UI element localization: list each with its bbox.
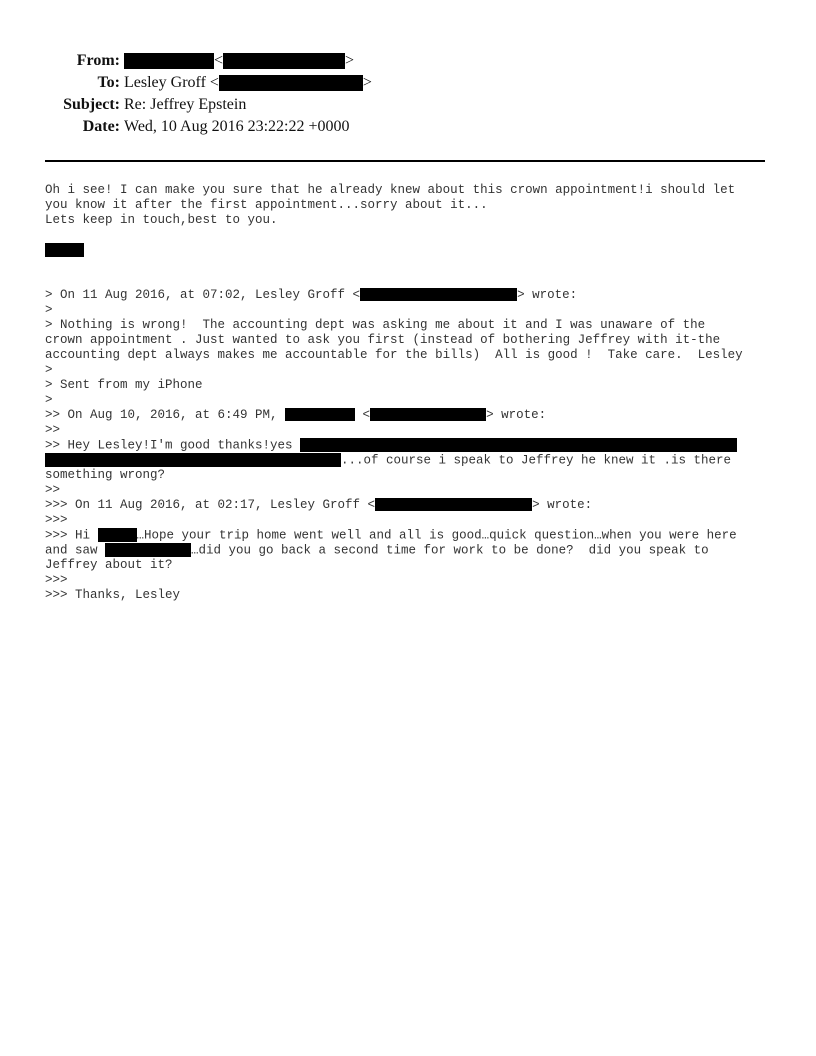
redaction-block — [45, 453, 341, 467]
body-line: you know it after the first appointment...sorry about it... — [45, 198, 488, 212]
from-value — [124, 50, 354, 72]
body-line: Oh i see! I can make you sure that he already knew about this crown appointment!i should let — [45, 183, 736, 197]
email-header — [0, 50, 816, 138]
redaction-block — [219, 75, 363, 91]
redaction-block — [370, 408, 486, 421]
quote-line: >>> — [45, 573, 68, 587]
quote-text: >>> Hi — [45, 528, 98, 543]
date-value: Wed, 10 Aug 2016 23:22:22 +0000 — [124, 118, 350, 135]
quote-intro-prefix: >> On Aug 10, 2016, at 6:49 PM, — [45, 408, 286, 422]
quote-line: >> — [45, 423, 61, 437]
quote-text: >> Hey Lesley!I'm good thanks!yes — [45, 438, 301, 453]
redaction-block — [45, 243, 84, 257]
quote-line: accounting dept always makes me accountable for the bills) All is good ! Take care. Lesley — [45, 348, 743, 362]
spacer — [45, 258, 785, 273]
quote-intro-mid: < — [355, 408, 371, 422]
spacer — [45, 228, 785, 243]
quote-line — [45, 528, 785, 543]
quote-intro-suffix: > wrote: — [517, 288, 578, 302]
subject-value: Re: Jeffrey Epstein — [124, 96, 247, 113]
header-divider — [45, 160, 765, 162]
quote-line — [45, 543, 785, 558]
quote-text: …Hope your trip home went well and all is good…quick question…when you were here — [136, 528, 737, 543]
quote-line: > Sent from my iPhone — [45, 378, 203, 392]
from-label: From: — [76, 52, 120, 69]
quote-line: >> — [45, 483, 61, 497]
subject-label: Subject: — [63, 96, 120, 113]
quote-line: crown appointment . Just wanted to ask you first (instead of bothering Jeffrey with it-the — [45, 333, 721, 347]
email-body — [45, 183, 785, 603]
from-row — [0, 50, 816, 72]
redaction-block — [375, 498, 532, 511]
quote-intro-suffix: > wrote: — [486, 408, 547, 422]
quote-line: Jeffrey about it? — [45, 558, 173, 572]
quote-line: something wrong? — [45, 468, 166, 482]
redaction-block — [98, 528, 137, 542]
body-line: Lets keep in touch,best to you. — [45, 213, 278, 227]
quote-intro-prefix: >>> On 11 Aug 2016, at 02:17, Lesley Groff < — [45, 498, 376, 512]
date-row — [0, 116, 816, 138]
from-gt: > — [345, 52, 355, 69]
quote-intro-prefix: > On 11 Aug 2016, at 07:02, Lesley Groff < — [45, 288, 361, 302]
redaction-block — [124, 53, 214, 69]
quote-text: ...of course i speak to Jeffrey he knew it .is there — [341, 453, 732, 468]
quote-line: > Nothing is wrong! The accounting dept was asking me about it and I was unaware of the — [45, 318, 706, 332]
to-gt: > — [362, 74, 372, 91]
quote-line — [45, 438, 785, 453]
redaction-block — [105, 543, 191, 557]
quote-line: >>> — [45, 513, 68, 527]
from-lt: < — [214, 52, 224, 69]
subject-row — [0, 94, 816, 116]
spacer — [45, 273, 785, 288]
quote-intro — [45, 408, 785, 423]
to-name: Lesley Groff < — [124, 74, 219, 91]
to-row — [0, 72, 816, 94]
quote-line: >>> Thanks, Lesley — [45, 588, 181, 602]
quote-line: > — [45, 393, 53, 407]
quote-line — [45, 453, 785, 468]
quote-intro — [45, 288, 785, 303]
to-label: To: — [97, 74, 120, 91]
quote-text: …did you go back a second time for work to be done? did you speak to — [191, 543, 709, 558]
quote-intro — [45, 498, 785, 513]
quote-line: > — [45, 303, 53, 317]
redaction-block — [360, 288, 517, 301]
redaction-block — [223, 53, 345, 69]
to-value — [124, 72, 372, 94]
redaction-block — [285, 408, 355, 421]
signature-line — [45, 243, 785, 258]
quote-text: and saw — [45, 543, 106, 558]
quote-intro-suffix: > wrote: — [532, 498, 593, 512]
date-label: Date: — [82, 118, 120, 135]
redaction-block — [300, 438, 737, 452]
quote-line: > — [45, 363, 53, 377]
